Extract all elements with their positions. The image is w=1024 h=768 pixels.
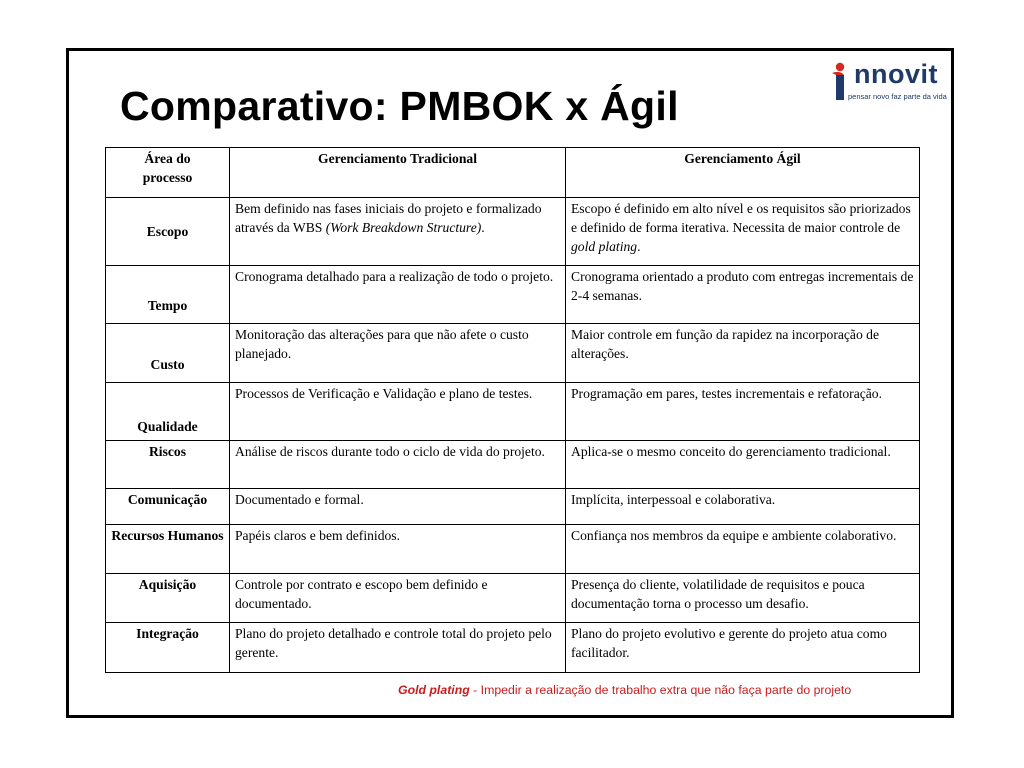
row-traditional: Papéis claros e bem definidos. [230, 525, 566, 574]
slide-title: Comparativo: PMBOK x Ágil [120, 83, 679, 129]
header-agile: Gerenciamento Ágil [566, 148, 920, 198]
row-traditional: Processos de Verificação e Validação e plano de testes. [230, 383, 566, 441]
row-agile: Confiança nos membros da equipe e ambiente colaborativo. [566, 525, 920, 574]
header-traditional: Gerenciamento Tradicional [230, 148, 566, 198]
row-traditional-after: . [481, 220, 485, 235]
table-row [106, 574, 920, 623]
row-traditional: Análise de riscos durante todo o ciclo de vida do projeto. [230, 441, 566, 489]
row-area: Tempo [106, 266, 230, 324]
footnote [398, 683, 851, 697]
row-traditional [230, 198, 566, 266]
logo-tagline: pensar novo faz parte da vida [848, 92, 947, 101]
footnote-term: Gold plating [398, 683, 470, 697]
row-area: Aquisição [106, 574, 230, 623]
row-agile-italic: gold plating [571, 239, 638, 254]
header-area: Área do processo [106, 148, 230, 198]
row-traditional: Plano do projeto detalhado e controle total do projeto pelo gerente. [230, 623, 566, 673]
row-area: Integração [106, 623, 230, 673]
row-area: Custo [106, 324, 230, 383]
comparison-table [105, 147, 920, 673]
row-traditional: Controle por contrato e escopo bem definido e documentado. [230, 574, 566, 623]
table-row [106, 441, 920, 489]
row-traditional: Cronograma detalhado para a realização de todo o projeto. [230, 266, 566, 324]
row-area: Riscos [106, 441, 230, 489]
table-header-row [106, 148, 920, 198]
row-agile: Plano do projeto evolutivo e gerente do projeto atua como facilitador. [566, 623, 920, 673]
row-area: Qualidade [106, 383, 230, 441]
table-row [106, 198, 920, 266]
row-agile: Implícita, interpessoal e colaborativa. [566, 489, 920, 525]
table-row [106, 623, 920, 673]
row-traditional-text: Bem definido nas fases iniciais do projeto e formalizado através da WBS [235, 201, 542, 235]
innovit-logo [830, 58, 948, 108]
footnote-text: - Impedir a realização de trabalho extra que não faça parte do projeto [469, 683, 852, 697]
table-row [106, 489, 920, 525]
row-agile: Cronograma orientado a produto com entregas incrementais de 2-4 semanas. [566, 266, 920, 324]
row-agile: Presença do cliente, volatilidade de requisitos e pouca documentação torna o processo um desafio. [566, 574, 920, 623]
row-agile: Programação em pares, testes incrementais e refatoração. [566, 383, 920, 441]
row-agile: Aplica-se o mesmo conceito do gerenciamento tradicional. [566, 441, 920, 489]
row-area: Comunicação [106, 489, 230, 525]
row-agile-text: Escopo é definido em alto nível e os requisitos são priorizados e definido de forma iterativa. Necessita de maior controle de [571, 201, 911, 235]
table-row [106, 525, 920, 574]
row-traditional: Documentado e formal. [230, 489, 566, 525]
row-agile-after: . [637, 239, 641, 254]
row-traditional-italic: (Work Breakdown Structure) [325, 220, 482, 235]
table-row [106, 324, 920, 383]
row-area: Escopo [106, 198, 230, 266]
table-row [106, 266, 920, 324]
row-area: Recursos Humanos [106, 525, 230, 574]
row-agile [566, 198, 920, 266]
table-row [106, 383, 920, 441]
row-traditional: Monitoração das alterações para que não afete o custo planejado. [230, 324, 566, 383]
logo-text: nnovit [854, 59, 938, 89]
row-agile: Maior controle em função da rapidez na incorporação de alterações. [566, 324, 920, 383]
